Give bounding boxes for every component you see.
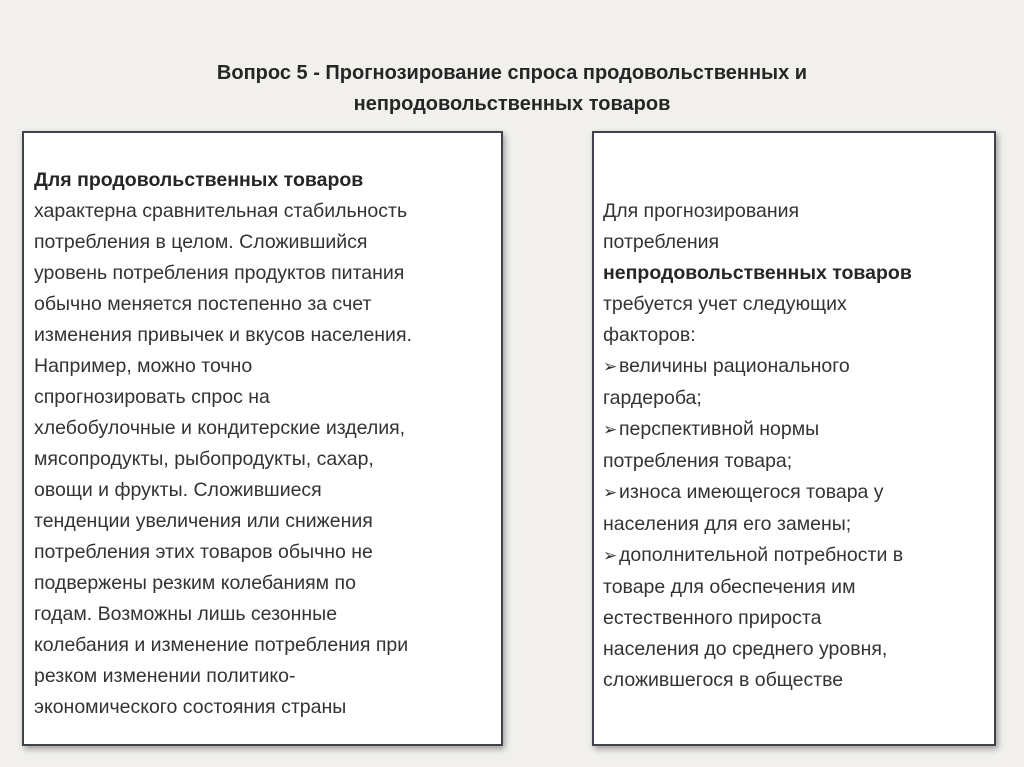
text-line-content: потребления в целом. Сложившийся bbox=[34, 231, 368, 253]
non-food-goods-panel bbox=[592, 131, 996, 746]
intro-bold-line bbox=[603, 258, 988, 289]
factor-item-text: дополнительной потребности в bbox=[619, 544, 904, 566]
factor-item bbox=[603, 540, 988, 572]
text-line-content: потребления этих товаров обычно не bbox=[34, 541, 373, 563]
text-line bbox=[34, 413, 494, 444]
factor-item-continuation: гардероба; bbox=[603, 387, 702, 409]
text-line-content: уровень потребления продуктов питания bbox=[34, 262, 405, 284]
text-line bbox=[34, 568, 494, 599]
factors-list bbox=[603, 351, 988, 696]
text-line-content: тенденции увеличения или снижения bbox=[34, 510, 373, 532]
text-line bbox=[34, 537, 494, 568]
text-line bbox=[34, 475, 494, 506]
text-line-content: характерна сравнительная стабильность bbox=[34, 200, 408, 222]
slide-title bbox=[0, 58, 1024, 120]
factor-item-continuation: потребления товара; bbox=[603, 450, 793, 472]
text-line bbox=[34, 320, 494, 351]
food-goods-text bbox=[34, 165, 494, 723]
text-line-content: экономического состояния страны bbox=[34, 696, 347, 718]
text-line bbox=[34, 692, 494, 723]
text-line bbox=[34, 661, 494, 692]
text-line-content: Например, можно точно bbox=[34, 355, 253, 377]
food-goods-panel bbox=[22, 131, 503, 746]
checkmark-arrow-icon: ➢ bbox=[603, 546, 618, 566]
factor-item-continuation: населения до среднего уровня, bbox=[603, 638, 888, 660]
text-line bbox=[34, 382, 494, 413]
factor-item-text: перспективной нормы bbox=[619, 418, 820, 440]
text-line-content: обычно меняется постепенно за счет bbox=[34, 293, 372, 315]
factor-item-continuation: сложившегося в обществе bbox=[603, 669, 844, 691]
slide-title-line-2: непродовольственных товаров bbox=[353, 93, 671, 115]
checkmark-arrow-icon: ➢ bbox=[603, 420, 618, 440]
text-line-content: овощи и фрукты. Сложившиеся bbox=[34, 479, 322, 501]
food-goods-heading: Для продовольственных товаров bbox=[34, 169, 364, 191]
slide-title-line-1: Вопрос 5 - Прогнозирование спроса продовольственных и bbox=[216, 62, 808, 84]
checkmark-arrow-icon: ➢ bbox=[603, 483, 618, 503]
intro-line: требуется учет следующих bbox=[603, 293, 847, 315]
text-line bbox=[34, 227, 494, 258]
text-line-content: изменения привычек и вкусов населения. bbox=[34, 324, 412, 346]
intro-line: Для прогнозирования bbox=[603, 200, 800, 222]
text-line bbox=[34, 196, 494, 227]
text-line bbox=[34, 630, 494, 661]
intro-line: факторов: bbox=[603, 324, 696, 346]
text-line-content: годам. Возможны лишь сезонные bbox=[34, 603, 338, 625]
intro-line: потребления bbox=[603, 231, 720, 253]
text-line bbox=[34, 165, 494, 196]
factor-item bbox=[603, 351, 988, 383]
text-line bbox=[34, 258, 494, 289]
text-line bbox=[34, 599, 494, 630]
factor-item-text: величины рационального bbox=[619, 355, 850, 377]
non-food-goods-text bbox=[603, 196, 988, 696]
text-line-content: мясопродукты, рыбопродукты, сахар, bbox=[34, 448, 374, 470]
text-line bbox=[34, 289, 494, 320]
factor-item-continuation: населения для его замены; bbox=[603, 513, 852, 535]
text-line-content: спрогнозировать спрос на bbox=[34, 386, 270, 408]
factor-item bbox=[603, 414, 988, 446]
factor-item bbox=[603, 477, 988, 509]
text-line-content: колебания и изменение потребления при bbox=[34, 634, 409, 656]
text-line-content: подвержены резким колебаниям по bbox=[34, 572, 356, 594]
factor-item-text: износа имеющегося товара у bbox=[619, 481, 884, 503]
text-line bbox=[34, 506, 494, 537]
text-line-content: резком изменении политико- bbox=[34, 665, 296, 687]
factor-item-continuation: естественного прироста bbox=[603, 607, 822, 629]
text-line bbox=[34, 444, 494, 475]
text-line bbox=[34, 351, 494, 382]
text-line-content: хлебобулочные и кондитерские изделия, bbox=[34, 417, 406, 439]
non-food-goods-heading: непродовольственных товаров bbox=[603, 262, 912, 284]
factor-item-continuation: товаре для обеспечения им bbox=[603, 576, 856, 598]
checkmark-arrow-icon: ➢ bbox=[603, 357, 618, 377]
